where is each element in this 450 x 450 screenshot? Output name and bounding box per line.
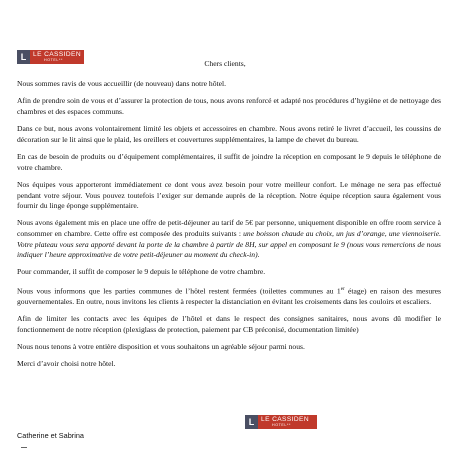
logo-sub: HOTEL** (44, 58, 63, 62)
logo-mark-icon: L (17, 50, 30, 64)
letter-greeting: Chers clients, (204, 59, 246, 68)
breakfast-details: une boisson chaude au choix, un jus d’orange, une viennoiserie. Votre plateau vous sera apporté devant la porte de la chambre à partir de 8H, sur appel en composant le 9 (nous vous remercions de nous indiquer l’heure approximative de votre petit-déjeuner au moment du check-in). (17, 228, 441, 260)
common-areas-text: Nous vous informons que les parties communes de l’hôtel restent fermées (toilettes communes au 1 (17, 286, 341, 296)
paragraph-room-items: Dans ce but, nous avons volontairement limité les objets et accessoires en chambre. Nous avons retiré le livret d’accueil, les coussins de décoration sur le lit ainsi que le plaid, les oreillers et couvertures supplémentaires, la lampe de chevet du bureau. (17, 124, 441, 144)
paragraph-order: Pour commander, il suffit de composer le 9 depuis le téléphone de votre chambre. (17, 267, 266, 277)
hotel-logo-footer (245, 415, 317, 429)
logo-mark-icon-footer: L (245, 415, 258, 429)
paragraph-thanks: Merci d’avoir choisi notre hôtel. (17, 359, 116, 369)
paragraph-welcome: Nous sommes ravis de vous accueillir (de nouveau) dans notre hôtel. (17, 79, 226, 88)
breakfast-text: Nous avons également mis en place une offre de petit-déjeuner au tarif de 5€ par personne, uniquement disponible en offre room service à consommer en chambre. Cette offre est composée des produits suivants : (17, 218, 441, 238)
logo-name: LE CASSIDEN (33, 51, 82, 58)
paragraph-closing: Nous nous tenons à votre entière disposition et vous souhaitons un agréable séjour parmi nous. (17, 342, 305, 351)
paragraph-hygiene: Afin de prendre soin de vous et d’assurer la protection de tous, nous avons renforcé et adapté nos procédures d’hygiène et de nettoyage des chambres et des espaces communs. (17, 96, 441, 116)
signature: Catherine et Sabrina (17, 431, 84, 440)
logo-name-footer: LE CASSIDEN (261, 416, 310, 423)
signature-line (21, 447, 27, 448)
common-areas-text-end: étage) en raison des mesures gouvernementales. En outre, nous invitons les clients à respecter la distanciation en évitant les croisements dans les couloirs et escaliers. (17, 286, 441, 306)
letter-body (17, 79, 441, 377)
logo-band-footer (258, 415, 317, 429)
superscript-er: er (340, 286, 345, 292)
paragraph-housekeeping: Nos équipes vous apporteront immédiatement ce dont vous avez besoin pour votre meilleur confort. Le ménage ne sera pas effectué pendant votre séjour. Vous pouvez toutefois l’exiger sur demande auprès de la réception. Notre équipe réception saura également vous fournir du linge éponge supplémentaire. (17, 179, 441, 211)
paragraph-reception-changes: Afin de limiter les contacts avec les équipes de l’hôtel et dans le respect des consignes sanitaires, nous avons dû modifier le fonctionnement de notre réception (plexiglass de protection, paiement par CB préconisé, documentation limitée) (17, 314, 441, 334)
paragraph-reception-request: En cas de besoin de produits ou d’équipement complémentaires, il suffit de joindre la réception en composant le 9 depuis le téléphone de votre chambre. (17, 152, 441, 172)
paragraph-common-areas (17, 285, 441, 308)
logo-sub-footer: HOTEL** (272, 423, 291, 427)
paragraph-breakfast (17, 218, 441, 260)
